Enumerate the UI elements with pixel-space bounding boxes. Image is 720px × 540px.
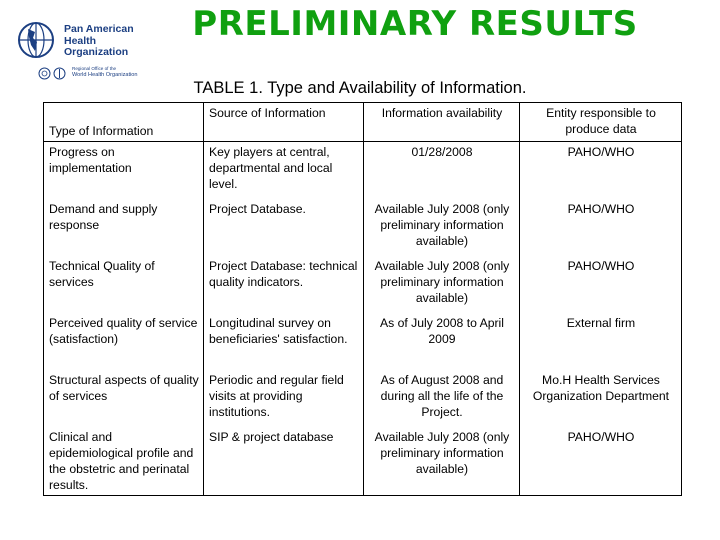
cell-type: Progress on implementation [44, 142, 204, 200]
table-row [44, 427, 682, 496]
cell-availability: Available July 2008 (only preliminary information available) [364, 256, 520, 313]
globe-icon [16, 20, 56, 60]
cell-source: Key players at central, departmental and local level. [204, 142, 364, 200]
table-row [44, 256, 682, 313]
cell-source: Project Database: technical quality indicators. [204, 256, 364, 313]
header-type: Type of Information [44, 103, 204, 142]
cell-source: Project Database. [204, 199, 364, 256]
header-entity: Entity responsible to produce data [519, 103, 681, 142]
who-caption: Regional Office of the World Health Organization [72, 66, 138, 78]
table-caption: TABLE 1. Type and Availability of Information. [193, 79, 527, 97]
info-table [43, 102, 682, 496]
cell-entity: PAHO/WHO [519, 199, 681, 256]
cell-type: Structural aspects of quality of services [44, 370, 204, 427]
paho-logo [16, 18, 152, 76]
cell-availability: Available July 2008 (only preliminary information available) [364, 427, 520, 496]
table-row [44, 142, 682, 200]
cell-entity: External firm [519, 313, 681, 370]
cell-type: Clinical and epidemiological profile and the obstetric and perinatal results. [44, 427, 204, 496]
cell-availability: 01/28/2008 [364, 142, 520, 200]
cell-entity: Mo.H Health Services Organization Department [519, 370, 681, 427]
cell-source: SIP & project database [204, 427, 364, 496]
cell-entity: PAHO/WHO [519, 142, 681, 200]
cell-type: Perceived quality of service (satisfaction) [44, 313, 204, 370]
header-source: Source of Information [204, 103, 364, 142]
cell-type: Technical Quality of services [44, 256, 204, 313]
table-row [44, 313, 682, 370]
cell-type: Demand and supply response [44, 199, 204, 256]
cell-availability: As of August 2008 and during all the life of the Project. [364, 370, 520, 427]
cell-source: Longitudinal survey on beneficiaries' satisfaction. [204, 313, 364, 370]
cell-source: Periodic and regular field visits at providing institutions. [204, 370, 364, 427]
org-name: Pan American Health Organization [64, 23, 134, 58]
page-title: PRELIMINARY RESULTS [192, 4, 638, 44]
table-row [44, 199, 682, 256]
cell-entity: PAHO/WHO [519, 427, 681, 496]
table-header-row [44, 103, 682, 142]
table-row [44, 370, 682, 427]
cell-entity: PAHO/WHO [519, 256, 681, 313]
cell-availability: As of July 2008 to April 2009 [364, 313, 520, 370]
header-availability: Information availability [364, 103, 520, 142]
cell-availability: Available July 2008 (only preliminary information available) [364, 199, 520, 256]
